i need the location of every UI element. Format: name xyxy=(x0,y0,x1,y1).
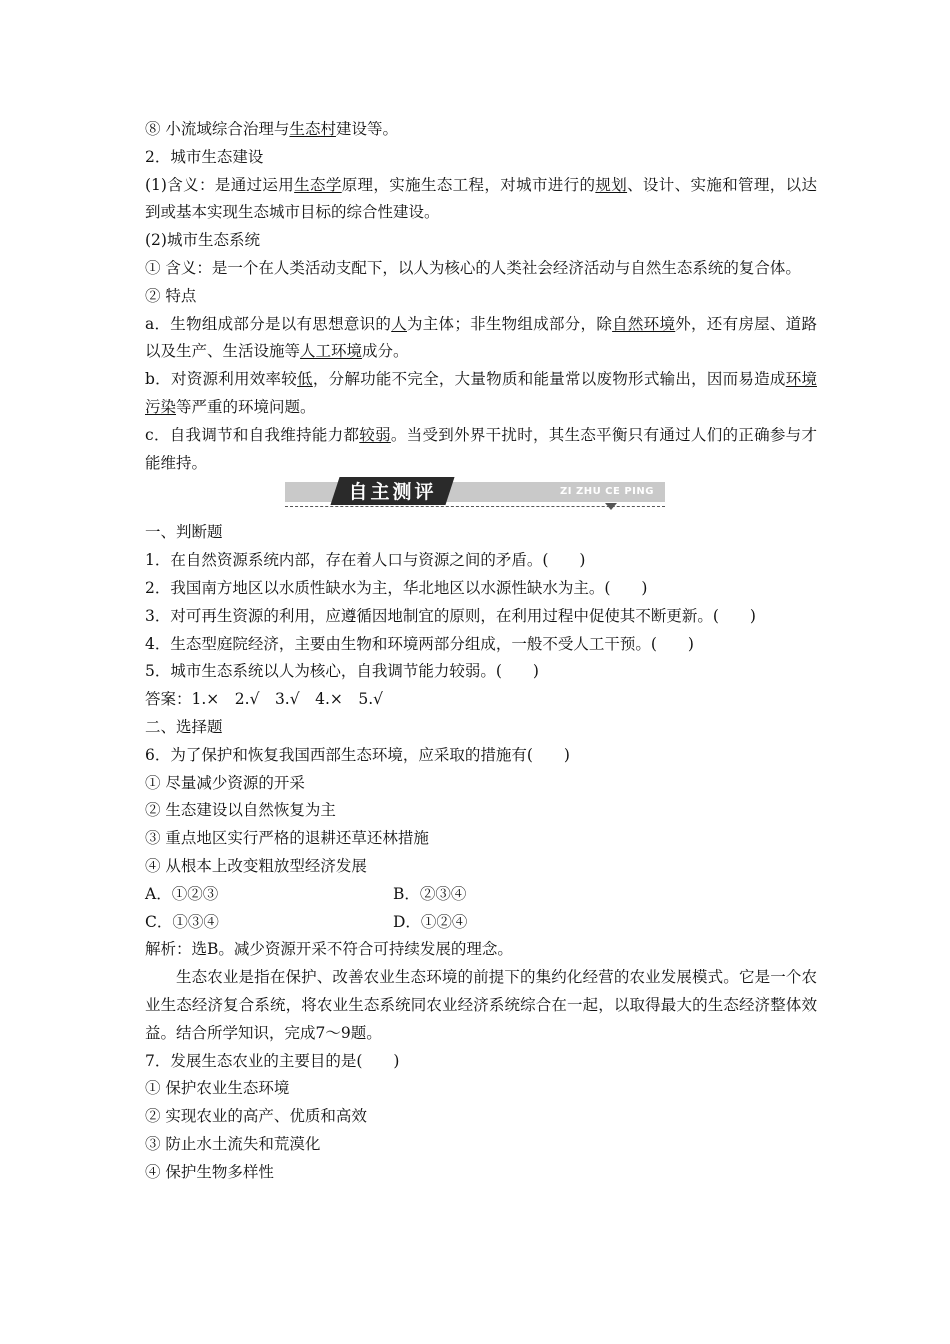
text: 为主体；非生物组成部分，除 xyxy=(406,314,613,333)
feature-c xyxy=(145,422,817,478)
q6-statement-3: ③ 重点地区实行严格的退耕还草还林措施 xyxy=(145,829,429,848)
system-definition: ① 含义：是一个在人类活动支配下，以人为核心的人类社会经济活动与自然生态系统的复合体。 xyxy=(145,258,801,277)
option-c: C．①③④ xyxy=(145,912,219,931)
text: (1)含义：是通过运用 xyxy=(145,175,295,194)
text: 外，还有房屋、道路以及生产、生活设施等 xyxy=(145,314,817,361)
q7-statement-4: ④ 保护生物多样性 xyxy=(145,1162,274,1181)
answers: 答案：1.× 2.√ 3.√ 4.× 5.√ xyxy=(145,690,384,709)
text: 等严重的环境问题。 xyxy=(176,397,316,416)
question-2: 2．我国南方地区以水质性缺水为主，华北地区以水源性缺水为主。( ) xyxy=(145,578,648,597)
q7-statement-3: ③ 防止水土流失和荒漠化 xyxy=(145,1134,321,1153)
subheading-features: ② 特点 xyxy=(145,286,197,305)
text: 原理，实施生态工程，对城市进行的 xyxy=(341,175,596,194)
section-judgement: 一、判断题 xyxy=(145,523,223,542)
text: 建设等。 xyxy=(335,120,398,138)
subheading-system: (2)城市生态系统 xyxy=(145,231,260,250)
banner-subtitle: ZI ZHU CE PING xyxy=(560,486,654,498)
underlined-answer: 低 xyxy=(297,370,313,389)
text: a．生物组成部分是以有思想意识的 xyxy=(145,314,392,333)
question-3: 3．对可再生资源的利用，应遵循因地制宜的原则，在利用过程中促使其不断更新。( ) xyxy=(145,606,756,625)
question-4: 4．生态型庭院经济，主要由生物和环境两部分组成，一般不受人工干预。( ) xyxy=(145,634,694,653)
q7-statement-1: ① 保护农业生态环境 xyxy=(145,1079,290,1098)
underlined-answer: 规划 xyxy=(595,175,628,194)
document-page xyxy=(145,116,817,1186)
q6-options-cd xyxy=(145,909,817,937)
underlined-answer: 人工环境 xyxy=(300,342,363,361)
q6-statement-2: ② 生态建设以自然恢复为主 xyxy=(145,801,336,820)
feature-a xyxy=(145,311,817,367)
heading-urban-eco: 2．城市生态建设 xyxy=(145,147,264,166)
q6-options-ab xyxy=(145,881,817,909)
definition-paragraph xyxy=(145,172,817,228)
text: ⑧ 小流域综合治理与 xyxy=(145,120,290,138)
banner-title: 自主测评 xyxy=(348,481,437,504)
text: b．对资源利用效率较 xyxy=(145,370,298,389)
underlined-answer: 生态学 xyxy=(294,175,342,194)
section-banner xyxy=(145,479,817,511)
underlined-answer: 较弱 xyxy=(359,425,391,444)
q6-statement-1: ① 尽量减少资源的开采 xyxy=(145,773,305,792)
section-choice: 二、选择题 xyxy=(145,717,223,736)
q7-statement-2: ② 实现农业的高产、优质和高效 xyxy=(145,1107,367,1126)
feature-b xyxy=(145,366,817,422)
question-1: 1．在自然资源系统内部，存在着人口与资源之间的矛盾。( ) xyxy=(145,551,586,570)
underlined-answer: 生态村 xyxy=(289,120,336,138)
question-7: 7．发展生态农业的主要目的是( ) xyxy=(145,1051,400,1070)
text: c．自我调节和自我维持能力都 xyxy=(145,425,360,444)
item-8-line xyxy=(145,116,817,144)
chevron-down-icon xyxy=(605,503,617,510)
question-6: 6．为了保护和恢复我国西部生态环境，应采取的措施有( ) xyxy=(145,745,570,764)
underlined-answer: 人 xyxy=(391,314,407,333)
text: 。当受到外界干扰时，其生态平衡只有通过人们的正确参与才能维持。 xyxy=(145,425,817,472)
text: 、设计、实施和管理，以达到或基本实现生态城市目标的综合性建设。 xyxy=(145,175,817,222)
material-paragraph: 生态农业是指在保护、改善农业生态环境的前提下的集约化经营的农业发展模式。它是一个农业生态经济复合系统，将农业生态系统同农业经济系统综合在一起，以取得最大的生态经济整体效益。结合所学知识，完成7～9题。 xyxy=(145,968,817,1042)
option-a: A．①②③ xyxy=(145,884,219,903)
option-b: B．②③④ xyxy=(393,884,467,903)
q6-explanation: 解析：选B。减少资源开采不符合可持续发展的理念。 xyxy=(145,940,513,959)
question-5: 5．城市生态系统以人为核心，自我调节能力较弱。( ) xyxy=(145,662,539,681)
option-d: D．①②④ xyxy=(393,912,468,931)
text: 成分。 xyxy=(362,342,409,361)
q6-statement-4: ④ 从根本上改变粗放型经济发展 xyxy=(145,856,367,875)
text: ，分解功能不完全，大量物质和能量常以废物形式输出，因而易造成 xyxy=(312,370,786,389)
underlined-answer: 自然环境 xyxy=(612,314,676,333)
underlined-answer: 环境污染 xyxy=(145,370,817,416)
